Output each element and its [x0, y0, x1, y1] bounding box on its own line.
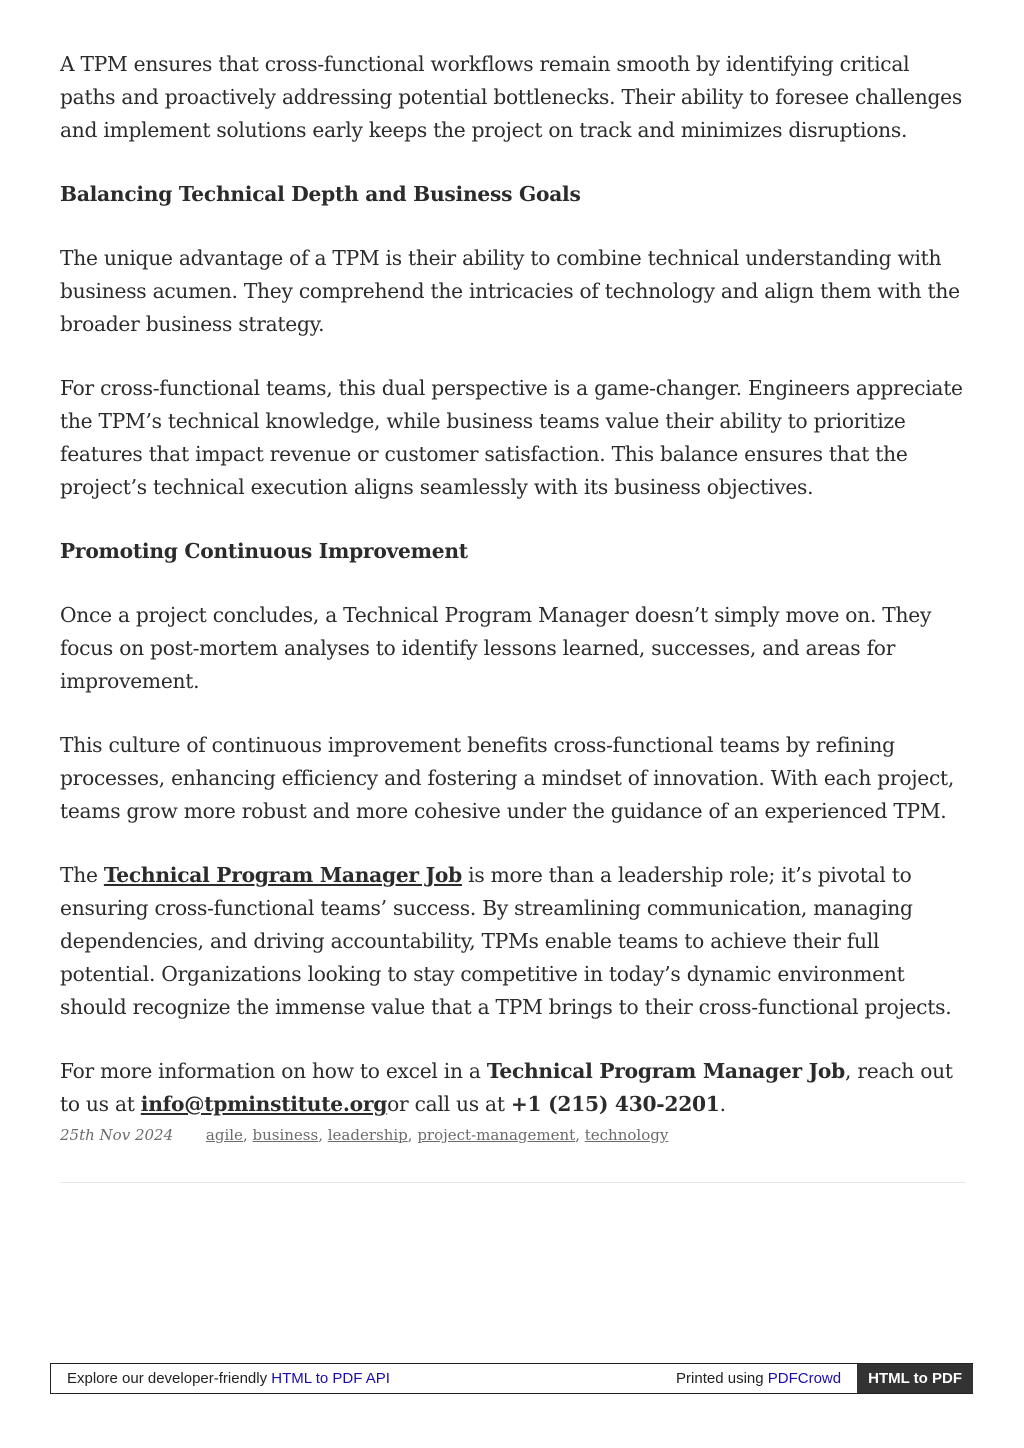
text: , reach out to us at — [60, 1059, 953, 1116]
banner-right — [676, 1370, 857, 1387]
tag-separator: , — [318, 1126, 328, 1144]
tag-project-management[interactable]: project-management — [417, 1126, 576, 1144]
html-to-pdf-api-link[interactable]: HTML to PDF API — [271, 1370, 390, 1387]
paragraph-contact — [60, 1055, 965, 1121]
phone-number: +1 (215) 430-2201 — [510, 1092, 720, 1116]
tag-separator: , — [407, 1126, 418, 1144]
strong-text: Technical Program Manager Job — [486, 1059, 846, 1083]
pdfcrowd-link[interactable]: PDFCrowd — [767, 1370, 842, 1387]
email-link[interactable]: info@tpminstitute.org — [140, 1092, 388, 1116]
banner-left-text: Explore our developer-friendly — [67, 1370, 272, 1387]
banner-right-text: Printed using — [676, 1370, 768, 1387]
tag-leadership[interactable]: leadership — [327, 1126, 408, 1144]
post-meta — [60, 1124, 668, 1146]
text: is more than a leadership role; it’s pivotal to ensuring cross-functional teams’ success. By streamlining communication, managing dependencies, and driving accountability, TPMs enable teams to achieve their full potential. Organizations looking to stay competitive in today’s dynamic environment should recognize the immense value that a TPM brings to their cross-functional projects. — [60, 863, 952, 1019]
tag-agile[interactable]: agile — [205, 1126, 243, 1144]
text: . — [719, 1092, 726, 1116]
text: or call us at — [387, 1092, 511, 1116]
section-heading-balancing: Balancing Technical Depth and Business Goals — [60, 182, 581, 206]
paragraph-conclusion — [60, 859, 965, 1024]
tpm-job-link[interactable]: Technical Program Manager Job — [103, 863, 462, 887]
post-date: 25th Nov 2024 — [60, 1126, 174, 1144]
paragraph: A TPM ensures that cross-functional workflows remain smooth by identifying critical paths and proactively addressing potential bottlenecks. Their ability to foresee challenges and implement solutions early keeps the project on track and minimizes disruptions. — [60, 52, 962, 142]
text: For more information on how to excel in a — [60, 1059, 487, 1083]
text: The — [60, 863, 104, 887]
article-body — [60, 48, 965, 1152]
tag-list — [206, 1126, 668, 1144]
paragraph: The unique advantage of a TPM is their ability to combine technical understanding with business acumen. They comprehend the intricacies of technology and align them with the broader business strategy. — [60, 246, 960, 336]
banner-left — [51, 1370, 676, 1387]
section-heading-promoting: Promoting Continuous Improvement — [60, 539, 468, 563]
pdfcrowd-banner — [50, 1363, 973, 1394]
tag-separator: , — [575, 1126, 585, 1144]
paragraph: For cross-functional teams, this dual perspective is a game-changer. Engineers appreciate the TPM’s technical knowledge, while business teams value their ability to prioritize features that impact revenue or customer satisfaction. This balance ensures that the project’s technical execution aligns seamlessly with its business objectives. — [60, 376, 963, 499]
divider — [60, 1182, 965, 1183]
tag-technology[interactable]: technology — [584, 1126, 669, 1144]
html-to-pdf-button[interactable]: HTML to PDF — [857, 1364, 973, 1393]
paragraph: Once a project concludes, a Technical Program Manager doesn’t simply move on. They focus on post-mortem analyses to identify lessons learned, successes, and areas for improvement. — [60, 603, 932, 693]
paragraph: This culture of continuous improvement benefits cross-functional teams by refining processes, enhancing efficiency and fostering a mindset of innovation. With each project, teams grow more robust and more cohesive under the guidance of an experienced TPM. — [60, 733, 955, 823]
tag-separator: , — [242, 1126, 253, 1144]
tag-business[interactable]: business — [252, 1126, 319, 1144]
